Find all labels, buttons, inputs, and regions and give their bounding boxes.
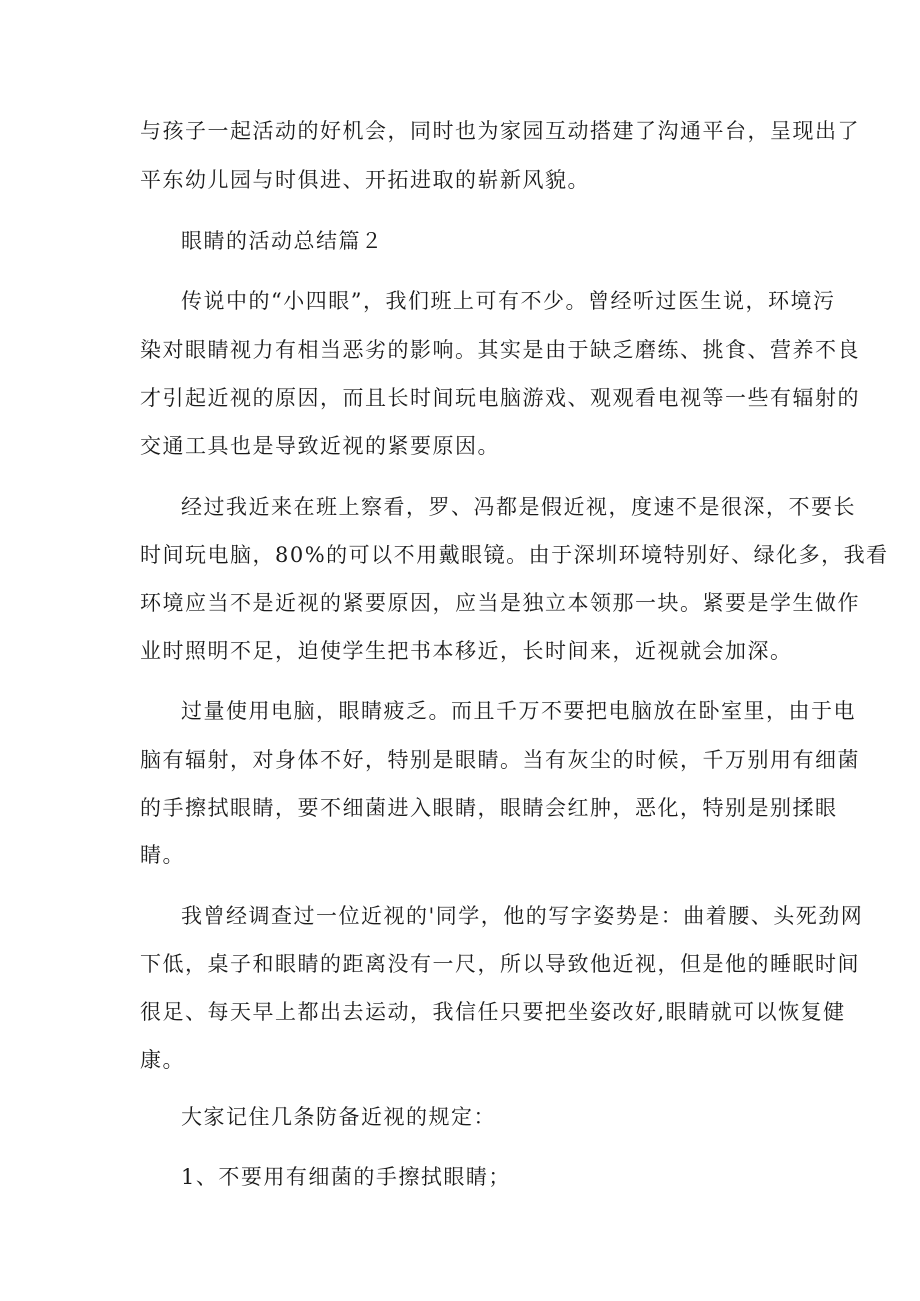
paragraph-line: 的手擦拭眼睛，要不细菌进入眼睛，眼睛会红肿，恶化，特别是别揉眼	[140, 796, 838, 820]
paragraph-line: 染对眼睛视力有相当恶劣的影响。其实是由于缺乏磨练、挑食、营养不良	[140, 338, 860, 362]
paragraph-line: 很足、每天早上都出去运动，我信任只要把坐姿改好,眼睛就可以恢复健	[140, 1000, 846, 1024]
paragraph-line: 过量使用电脑，眼睛疲乏。而且千万不要把电脑放在卧室里，由于电	[181, 699, 856, 723]
paragraph-line: 时间玩电脑，80%的可以不用戴眼镜。由于深圳环境特别好、绿化多，我看	[140, 543, 889, 567]
paragraph-line: 脑有辐射，对身体不好，特别是眼睛。当有灰尘的时候，千万别用有细菌	[140, 748, 860, 772]
paragraph-line: 才引起近视的原因，而且长时间玩电脑游戏、观观看电视等一些有辐射的	[140, 386, 860, 410]
list-item: 1、不要用有细菌的手擦拭眼睛；	[181, 1165, 511, 1189]
paragraph-line: 业时照明不足，迫使学生把书本移近，长时间来，近视就会加深。	[140, 639, 793, 663]
paragraph-line: 下低，桌子和眼睛的距离没有一尺，所以导致他近视，但是他的睡眠时间	[140, 952, 860, 976]
paragraph-line: 平东幼儿园与时俱进、开拓进取的崭新风貌。	[140, 168, 590, 192]
paragraph-line: 睛。	[140, 843, 185, 867]
paragraph-line: 经过我近来在班上察看，罗、冯都是假近视，度速不是很深，不要长	[181, 495, 856, 519]
paragraph-line: 与孩子一起活动的好机会，同时也为家园互动搭建了沟通平台，呈现出了	[140, 119, 860, 143]
paragraph-line: 大家记住几条防备近视的规定：	[181, 1105, 496, 1129]
paragraph-line: 我曾经调查过一位近视的'同学，他的写字姿势是：曲着腰、头死劲网	[181, 904, 864, 928]
paragraph-line: 环境应当不是近视的紧要原因，应当是独立本领那一块。紧要是学生做作	[140, 591, 860, 615]
paragraph-line: 康。	[140, 1048, 185, 1072]
section-heading: 眼睛的活动总结篇２	[181, 229, 384, 253]
paragraph-line: 传说中的“小四眼”，我们班上可有不少。曾经听过医生说，环境污	[181, 289, 836, 313]
paragraph-line: 交通工具也是导致近视的紧要原因。	[140, 434, 500, 458]
